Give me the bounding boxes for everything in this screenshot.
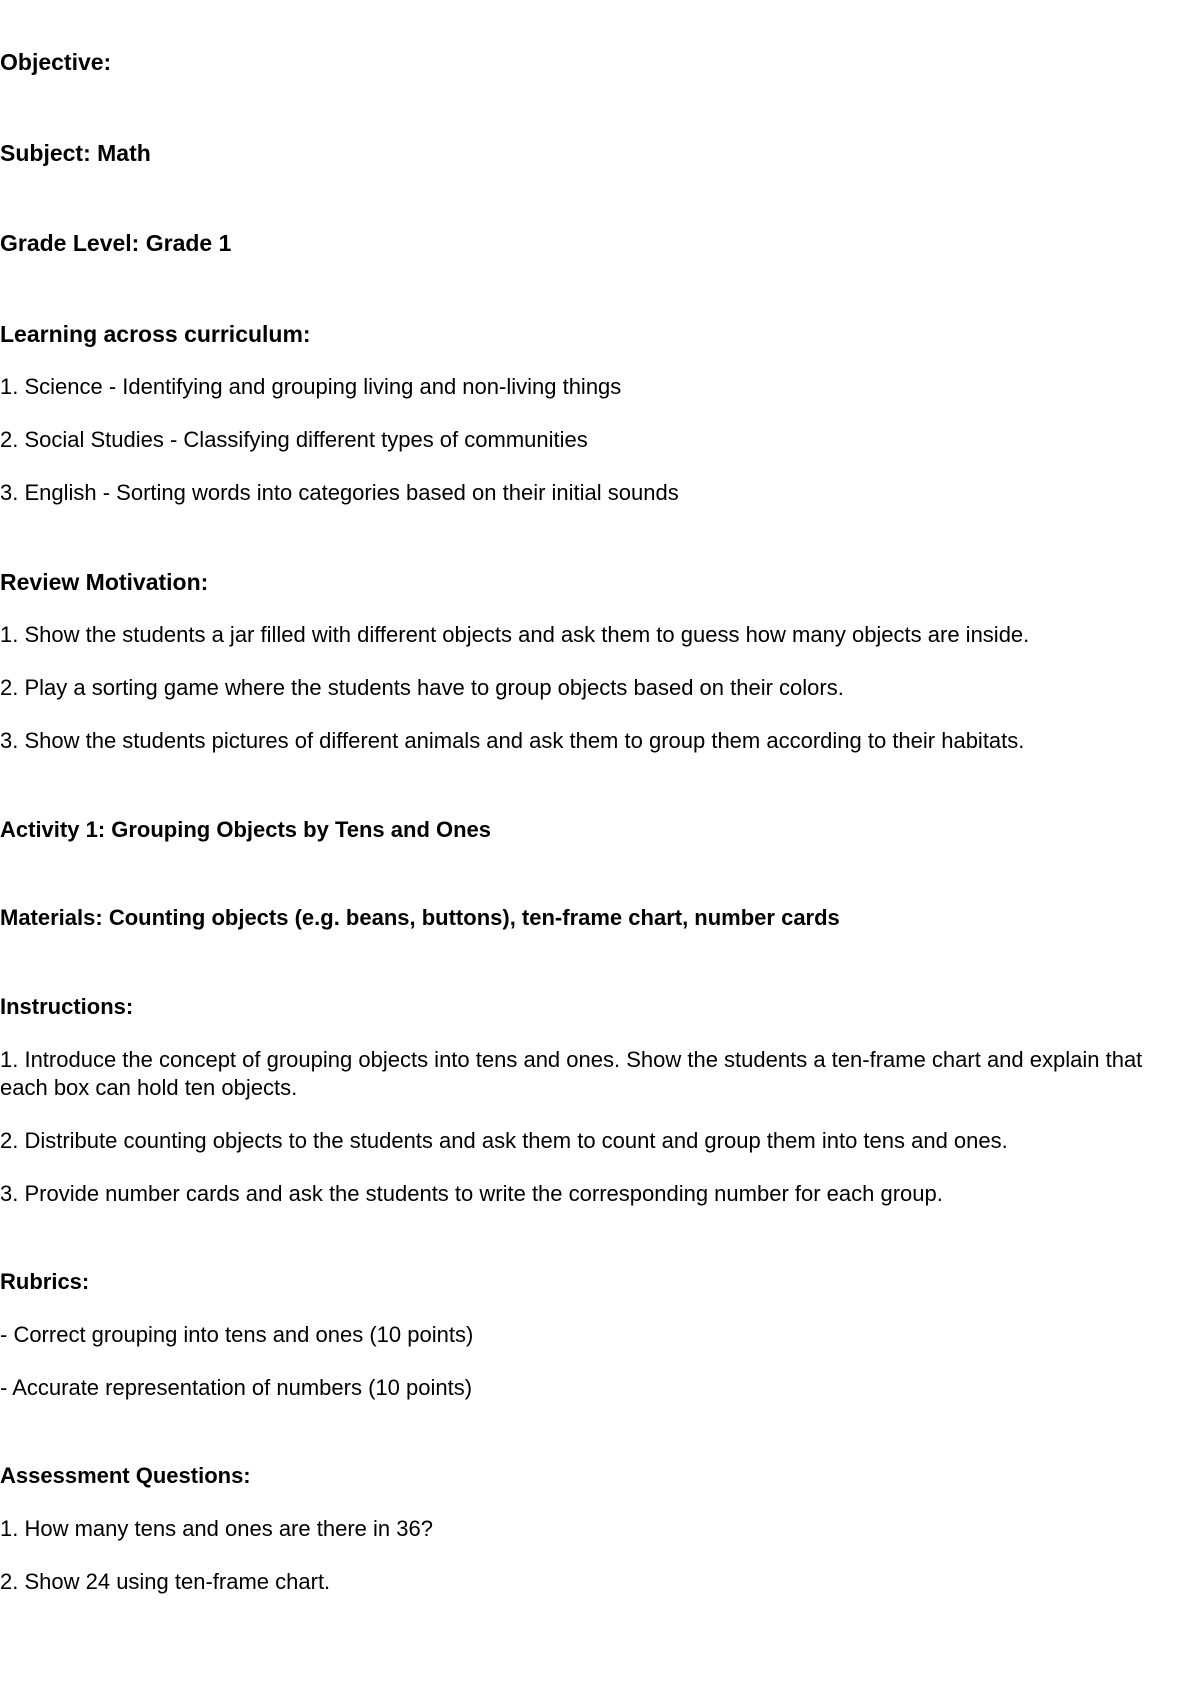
assessment-question: 1. How many tens and ones are there in 36? (0, 1516, 433, 1541)
instruction-item: 2. Distribute counting objects to the students and ask them to count and group them into tens and ones. (0, 1128, 1008, 1153)
curriculum-item: 2. Social Studies - Classifying different types of communities (0, 427, 588, 452)
rubric-item: - Correct grouping into tens and ones (10 points) (0, 1322, 474, 1347)
assessment-question: 2. Show 24 using ten-frame chart. (0, 1569, 331, 1594)
instruction-item: 1. Introduce the concept of grouping objects into tens and ones. Show the students a ten-frame chart and explain that each box can hold ten objects. (0, 1047, 1143, 1100)
instructions-heading: Instructions: (0, 994, 134, 1019)
activity-title: Activity 1: Grouping Objects by Tens and Ones (0, 817, 492, 842)
curriculum-item: 3. English - Sorting words into categories based on their initial sounds (0, 480, 679, 505)
materials-line: Materials: Counting objects (e.g. beans, buttons), ten-frame chart, number cards (0, 905, 840, 930)
rubrics-heading: Rubrics: (0, 1269, 90, 1294)
rubric-item: - Accurate representation of numbers (10 points) (0, 1375, 473, 1400)
review-motivation-item: 2. Play a sorting game where the students have to group objects based on their colors. (0, 675, 844, 700)
review-motivation-item: 1. Show the students a jar filled with different objects and ask them to guess how many objects are inside. (0, 622, 1030, 647)
instruction-item: 3. Provide number cards and ask the students to write the corresponding number for each group. (0, 1181, 943, 1206)
review-motivation-item: 3. Show the students pictures of different animals and ask them to group them according to their habitats. (0, 728, 1025, 753)
curriculum-item: 1. Science - Identifying and grouping living and non-living things (0, 374, 622, 399)
objective-heading: Objective: (0, 49, 112, 75)
subject-heading: Subject: Math (0, 140, 151, 166)
review-motivation-heading: Review Motivation: (0, 569, 209, 595)
assessment-questions-heading: Assessment Questions: (0, 1463, 251, 1488)
learning-across-curriculum-heading: Learning across curriculum: (0, 321, 311, 347)
grade-level-heading: Grade Level: Grade 1 (0, 230, 232, 256)
